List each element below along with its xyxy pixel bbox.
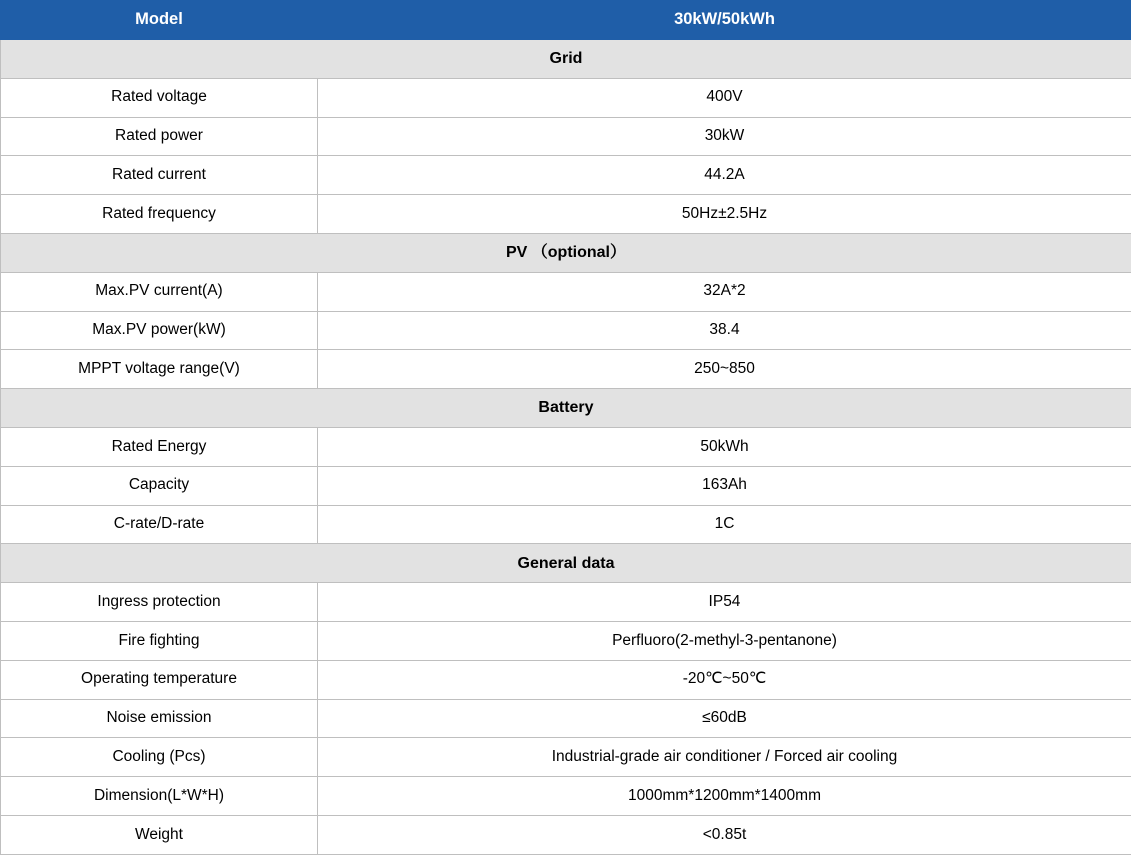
section-title: Battery: [1, 389, 1131, 428]
row-label: Weight: [1, 815, 318, 854]
row-label: Rated Energy: [1, 427, 318, 466]
table-row: [1, 156, 1131, 195]
table-row: [1, 78, 1131, 117]
header-model-label: Model: [1, 1, 318, 40]
table-row: [1, 350, 1131, 389]
section-title: General data: [1, 544, 1131, 583]
section-title: Grid: [1, 40, 1131, 79]
row-value: 32A*2: [318, 272, 1131, 311]
table-row: [1, 621, 1131, 660]
row-label: Rated frequency: [1, 195, 318, 234]
table-row: [1, 699, 1131, 738]
table-row: [1, 272, 1131, 311]
table-row: [1, 738, 1131, 777]
row-value: 163Ah: [318, 466, 1131, 505]
row-label: Capacity: [1, 466, 318, 505]
row-label: Rated current: [1, 156, 318, 195]
row-value: 50Hz±2.5Hz: [318, 195, 1131, 234]
header-model-value: 30kW/50kWh: [318, 1, 1131, 40]
row-value: 400V: [318, 78, 1131, 117]
section-title: PV （optional）: [1, 233, 1131, 272]
table-row: [1, 117, 1131, 156]
row-value: 250~850: [318, 350, 1131, 389]
row-value: -20℃~50℃: [318, 660, 1131, 699]
row-label: C-rate/D-rate: [1, 505, 318, 544]
section-header-pv: [1, 233, 1131, 272]
table-row: [1, 427, 1131, 466]
row-value: ≤60dB: [318, 699, 1131, 738]
row-value: 1C: [318, 505, 1131, 544]
row-label: Max.PV current(A): [1, 272, 318, 311]
row-label: Operating temperature: [1, 660, 318, 699]
row-label: Cooling (Pcs): [1, 738, 318, 777]
row-label: Fire fighting: [1, 621, 318, 660]
section-header-battery: [1, 389, 1131, 428]
row-value: 30kW: [318, 117, 1131, 156]
row-value: 38.4: [318, 311, 1131, 350]
row-label: Max.PV power(kW): [1, 311, 318, 350]
section-header-general-data: [1, 544, 1131, 583]
table-row: [1, 505, 1131, 544]
table-body: [1, 1, 1131, 855]
row-value: Perfluoro(2-methyl-3-pentanone): [318, 621, 1131, 660]
table-row: [1, 583, 1131, 622]
section-header-grid: [1, 40, 1131, 79]
row-value: IP54: [318, 583, 1131, 622]
row-value: 44.2A: [318, 156, 1131, 195]
table-row: [1, 815, 1131, 854]
row-label: MPPT voltage range(V): [1, 350, 318, 389]
table-row: [1, 311, 1131, 350]
row-value: 50kWh: [318, 427, 1131, 466]
row-label: Rated voltage: [1, 78, 318, 117]
table-row: [1, 777, 1131, 816]
row-value: Industrial-grade air conditioner / Forced air cooling: [318, 738, 1131, 777]
table-header-row: [1, 1, 1131, 40]
table-row: [1, 195, 1131, 234]
row-label: Rated power: [1, 117, 318, 156]
row-value: 1000mm*1200mm*1400mm: [318, 777, 1131, 816]
row-value: <0.85t: [318, 815, 1131, 854]
table-row: [1, 466, 1131, 505]
row-label: Dimension(L*W*H): [1, 777, 318, 816]
table-row: [1, 660, 1131, 699]
row-label: Noise emission: [1, 699, 318, 738]
row-label: Ingress protection: [1, 583, 318, 622]
